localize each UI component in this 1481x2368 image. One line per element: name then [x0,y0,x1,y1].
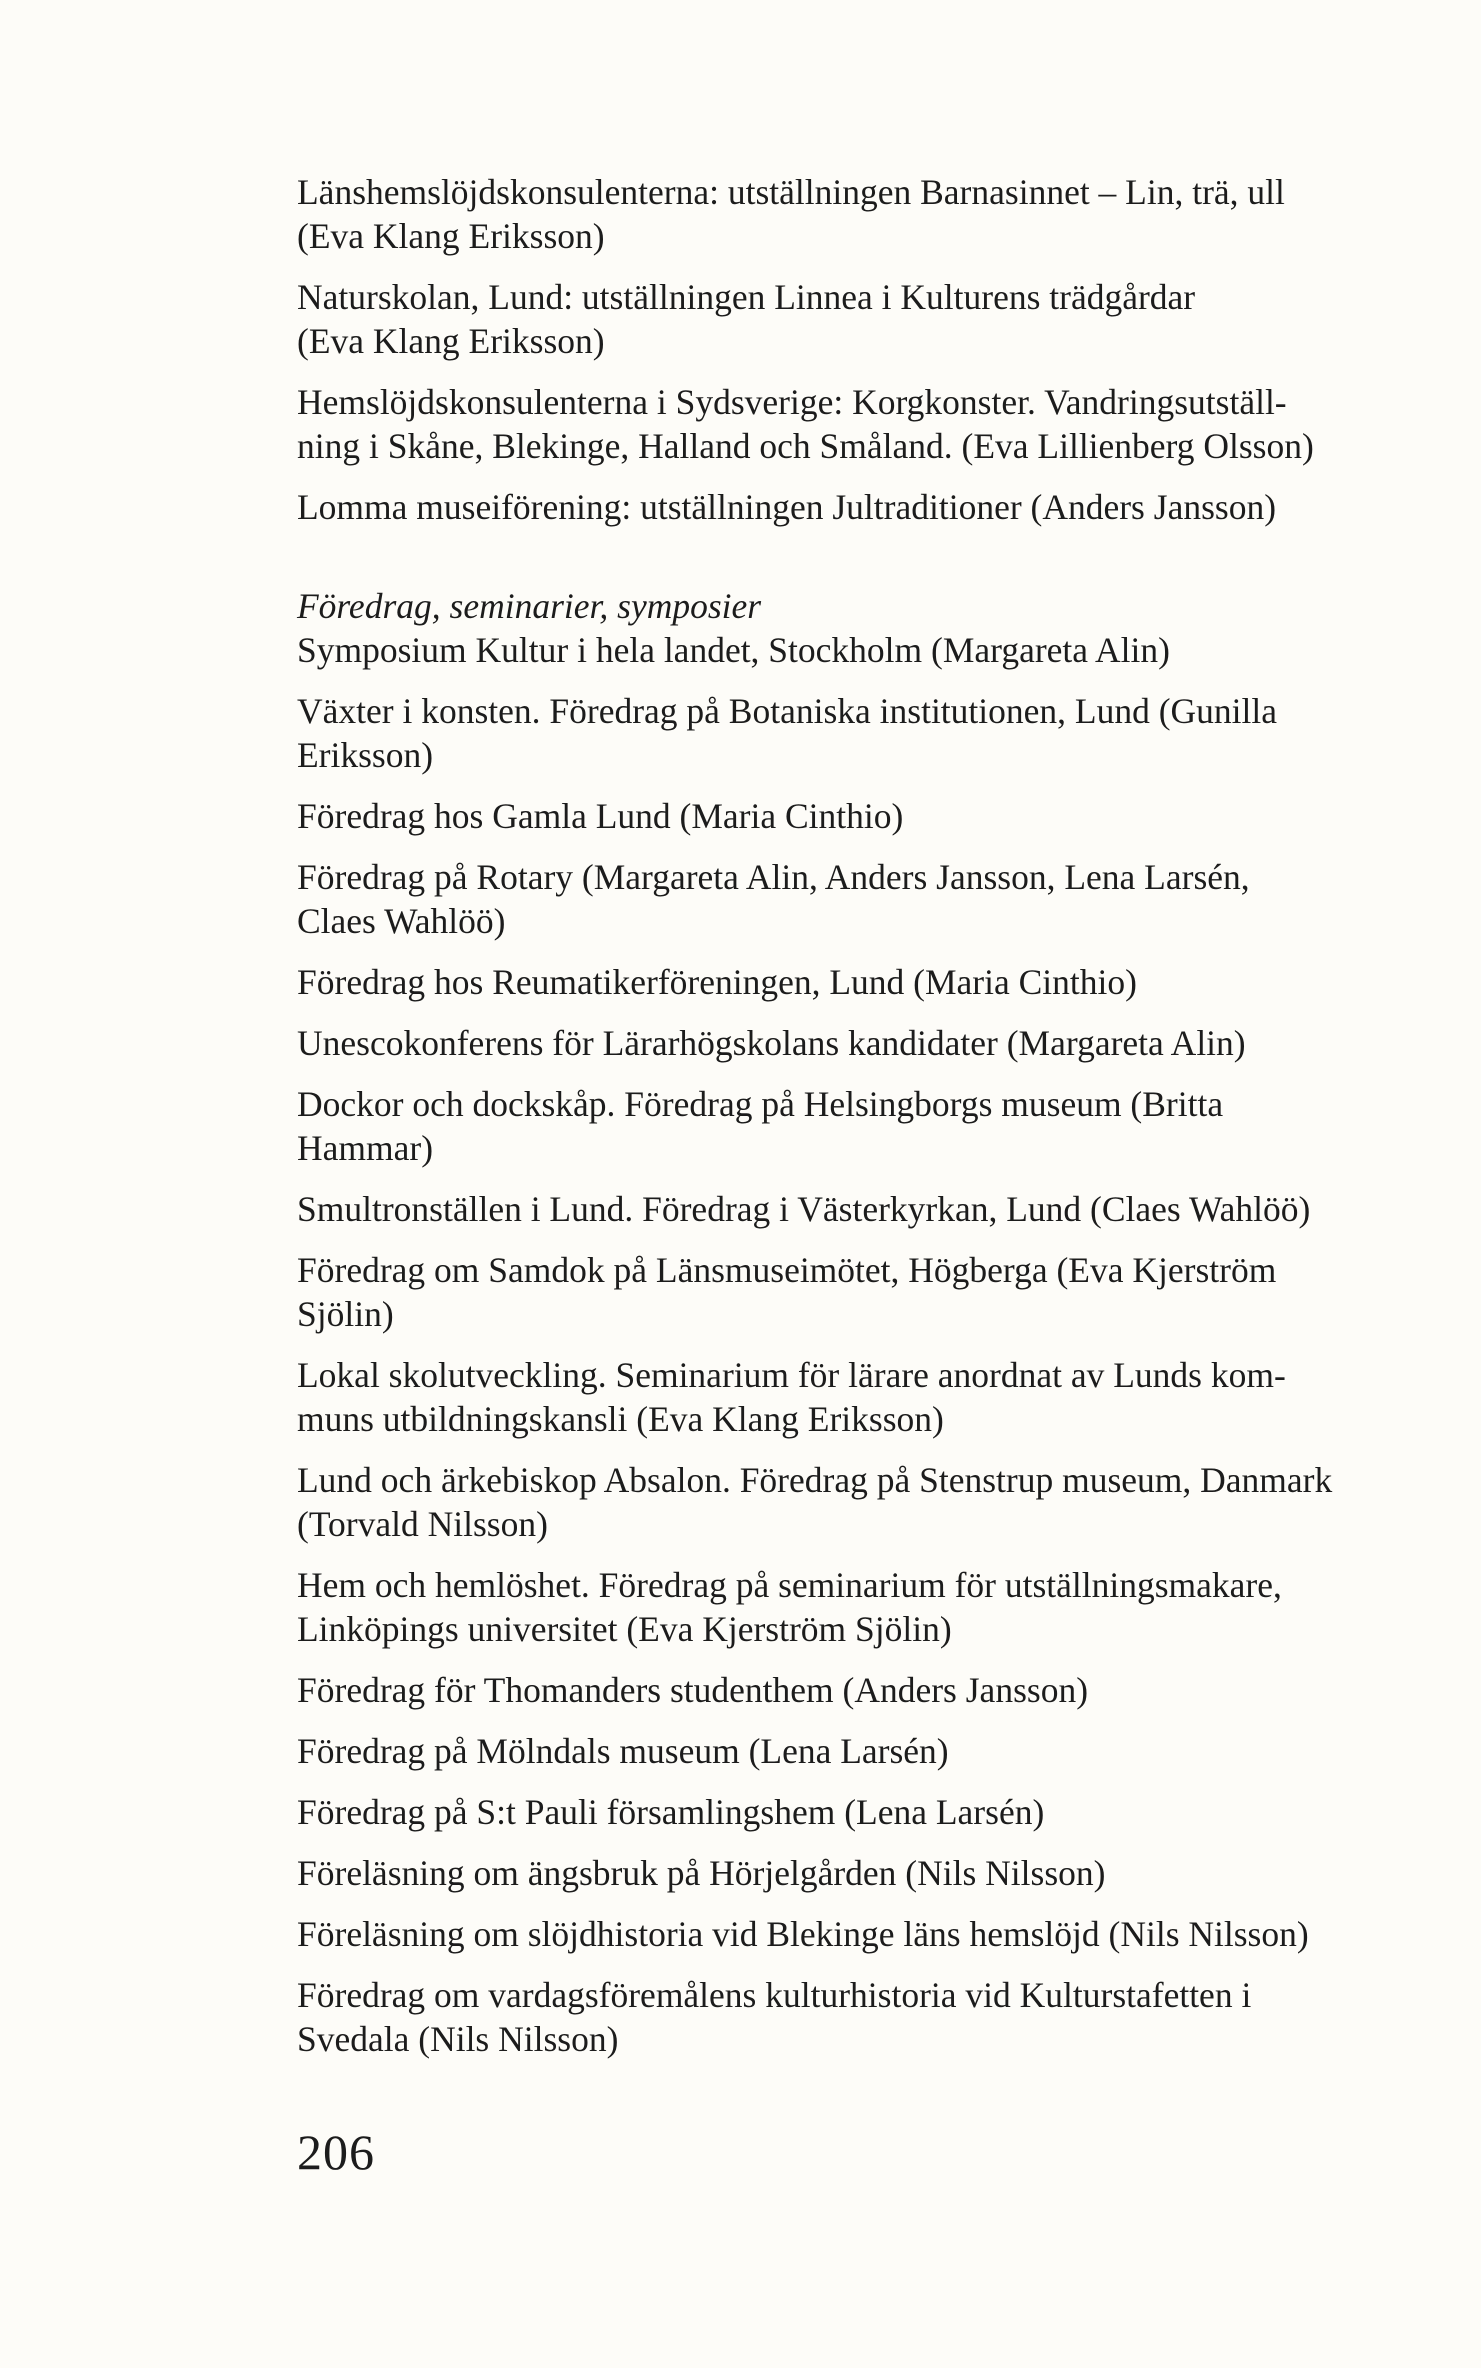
lecture-entry: Växter i konsten. Föredrag på Botaniska institutionen, Lund (Gunilla Eriksson) [297,691,1278,775]
exhibition-entry: Länshemslöjdskonsulenterna: utställningen Barnasinnet – Lin, trä, ull (Eva Klang Eriksson) [297,172,1285,256]
lecture-entry: Lokal skolutveckling. Seminarium för lärare anordnat av Lunds kom- muns utbildningskansli (Eva Klang Eriksson) [297,1355,1286,1439]
exhibition-entry: Lomma museiförening: utställningen Jultraditioner (Anders Jansson) [297,487,1277,527]
page-body [297,170,1407,2078]
lecture-entry: Föredrag på Mölndals museum (Lena Larsén) [297,1731,949,1771]
lecture-entry: Föredrag hos Reumatikerföreningen, Lund (Maria Cinthio) [297,962,1137,1002]
page-number: 206 [297,2124,375,2180]
exhibition-entry: Hemslöjdskonsulenterna i Sydsverige: Korgkonster. Vandringsutställ- ning i Skåne, Blekinge, Halland och Småland. (Eva Lillienberg Olsson) [297,382,1314,466]
lecture-entry: Dockor och dockskåp. Föredrag på Helsingborgs museum (Britta Hammar) [297,1084,1224,1168]
exhibition-entry: Naturskolan, Lund: utställningen Linnea i Kulturens trädgårdar (Eva Klang Eriksson) [297,277,1196,361]
lecture-entry: Föredrag på S:t Pauli församlingshem (Lena Larsén) [297,1792,1045,1832]
lecture-entry: Symposium Kultur i hela landet, Stockholm (Margareta Alin) [297,630,1170,670]
lecture-entry: Föredrag på Rotary (Margareta Alin, Anders Jansson, Lena Larsén, Claes Wahlöö) [297,857,1250,941]
lecture-entry: Föreläsning om ängsbruk på Hörjelgården (Nils Nilsson) [297,1853,1106,1893]
lectures-section-heading: Föredrag, seminarier, symposier [297,586,762,626]
lecture-entry: Föredrag om Samdok på Länsmuseimötet, Högberga (Eva Kjerström Sjölin) [297,1250,1277,1334]
lecture-entry: Föreläsning om slöjdhistoria vid Blekinge läns hemslöjd (Nils Nilsson) [297,1914,1309,1954]
lecture-entry: Smultronställen i Lund. Föredrag i Västerkyrkan, Lund (Claes Wahlöö) [297,1189,1311,1229]
lecture-entry: Unescokonferens för Lärarhögskolans kandidater (Margareta Alin) [297,1023,1246,1063]
lecture-entry: Föredrag om vardagsföremålens kulturhistoria vid Kulturstafetten i Svedala (Nils Nilsson) [297,1975,1252,2059]
lecture-entry: Föredrag för Thomanders studenthem (Anders Jansson) [297,1670,1089,1710]
lecture-entry: Lund och ärkebiskop Absalon. Föredrag på Stenstrup museum, Danmark (Torvald Nilsson) [297,1460,1333,1544]
lecture-entry: Hem och hemlöshet. Föredrag på seminarium för utställningsmakare, Linköpings universitet (Eva Kjerström Sjölin) [297,1565,1282,1649]
lecture-entry: Föredrag hos Gamla Lund (Maria Cinthio) [297,796,904,836]
